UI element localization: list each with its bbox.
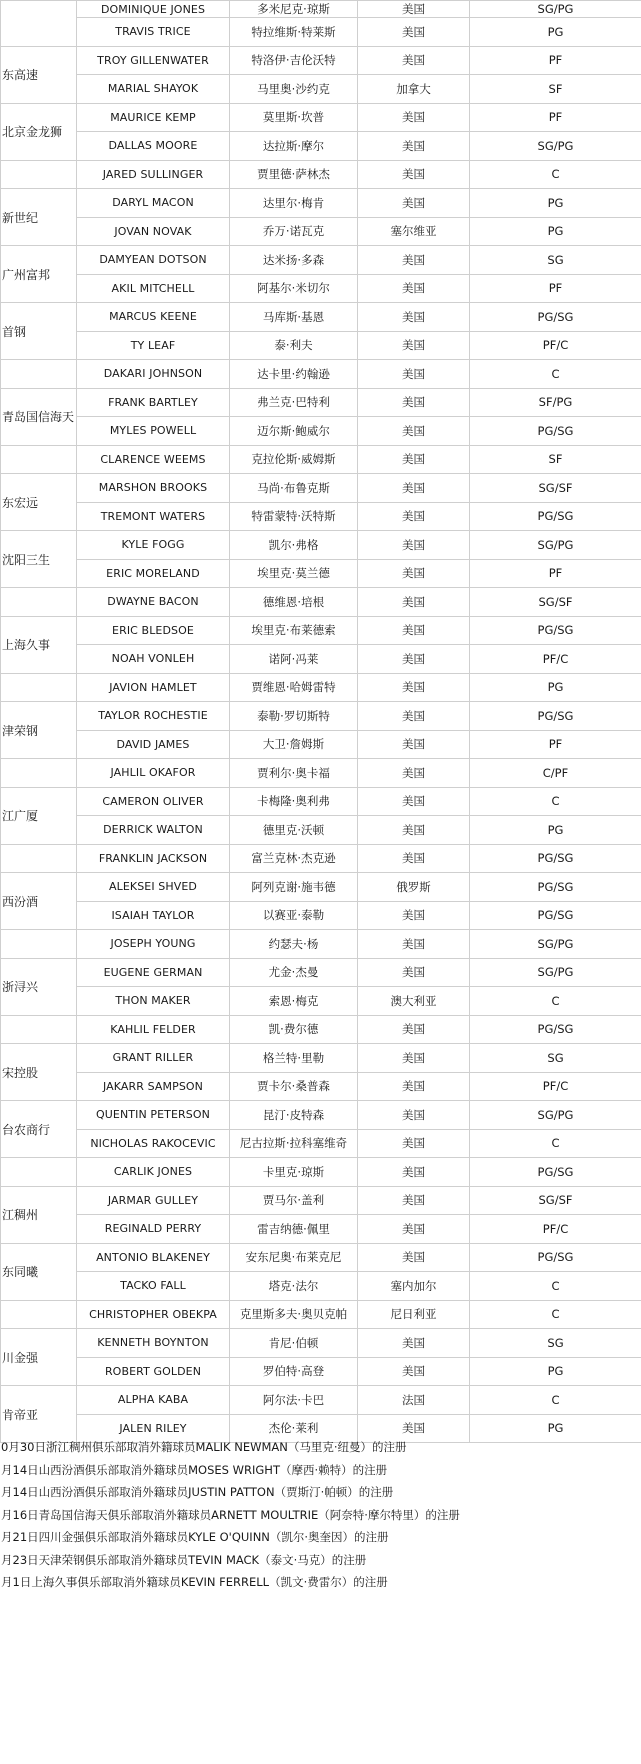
player-english-name-cell: QUENTIN PETERSON (77, 1101, 230, 1130)
player-english-name-cell: JAKARR SAMPSON (77, 1072, 230, 1101)
player-chinese-name-cell: 埃里克·莫兰德 (230, 559, 358, 588)
player-nationality-cell: 美国 (358, 474, 470, 503)
player-position-cell: PG/SG (470, 702, 641, 731)
player-english-name-cell: TRAVIS TRICE (77, 18, 230, 47)
player-english-name-cell: JALEN RILEY (77, 1414, 230, 1443)
player-chinese-name-cell: 贾里德·萨林杰 (230, 160, 358, 189)
player-english-name-cell: JARMAR GULLEY (77, 1186, 230, 1215)
table-row (1, 1, 641, 18)
team-name-cell: 肯帝亚 (1, 1386, 77, 1443)
player-english-name-cell: REGINALD PERRY (77, 1215, 230, 1244)
player-english-name-cell: EUGENE GERMAN (77, 958, 230, 987)
player-position-cell: PG/SG (470, 1015, 641, 1044)
table-row (1, 901, 641, 930)
table-row (1, 1158, 641, 1187)
player-english-name-cell: DALLAS MOORE (77, 132, 230, 161)
player-nationality-cell: 美国 (358, 388, 470, 417)
table-row (1, 873, 641, 902)
player-nationality-cell: 美国 (358, 1329, 470, 1358)
player-position-cell: PG/SG (470, 1243, 641, 1272)
player-chinese-name-cell: 诺阿·冯莱 (230, 645, 358, 674)
player-english-name-cell: ISAIAH TAYLOR (77, 901, 230, 930)
player-chinese-name-cell: 索恩·梅克 (230, 987, 358, 1016)
player-chinese-name-cell: 特洛伊·吉伦沃特 (230, 46, 358, 75)
player-nationality-cell: 美国 (358, 246, 470, 275)
player-nationality-cell: 美国 (358, 1, 470, 18)
team-name-cell: 新世纪 (1, 189, 77, 246)
player-chinese-name-cell: 达里尔·梅肯 (230, 189, 358, 218)
team-name-cell: 东同曦 (1, 1243, 77, 1300)
player-nationality-cell: 尼日利亚 (358, 1300, 470, 1329)
table-row (1, 1101, 641, 1130)
player-english-name-cell: DOMINIQUE JONES (77, 1, 230, 18)
table-row (1, 189, 641, 218)
player-english-name-cell: AKIL MITCHELL (77, 274, 230, 303)
player-position-cell: PF (470, 274, 641, 303)
player-english-name-cell: TACKO FALL (77, 1272, 230, 1301)
team-name-cell (1, 588, 77, 617)
team-name-cell: 东宏远 (1, 474, 77, 531)
player-english-name-cell: CAMERON OLIVER (77, 787, 230, 816)
player-nationality-cell: 美国 (358, 844, 470, 873)
table-row (1, 1186, 641, 1215)
player-english-name-cell: ALPHA KABA (77, 1386, 230, 1415)
deregistration-note: 月21日四川金强俱乐部取消外籍球员KYLE O'QUINN（凯尔·奥奎因）的注册 (1, 1530, 389, 1544)
player-english-name-cell: DAVID JAMES (77, 730, 230, 759)
player-chinese-name-cell: 富兰克林·杰克逊 (230, 844, 358, 873)
team-name-cell: 首钢 (1, 303, 77, 360)
team-name-cell: 上海久事 (1, 616, 77, 673)
team-name-cell: 沈阳三生 (1, 531, 77, 588)
player-position-cell: C (470, 787, 641, 816)
table-row (1, 388, 641, 417)
player-english-name-cell: KAHLIL FELDER (77, 1015, 230, 1044)
table-row (1, 360, 641, 389)
player-english-name-cell: TREMONT WATERS (77, 502, 230, 531)
player-nationality-cell: 美国 (358, 502, 470, 531)
player-chinese-name-cell: 贾利尔·奥卡福 (230, 759, 358, 788)
player-nationality-cell: 美国 (358, 1414, 470, 1443)
table-row (1, 645, 641, 674)
team-name-cell: 青岛国信海天 (1, 388, 77, 445)
player-position-cell: SG/PG (470, 132, 641, 161)
player-english-name-cell: ERIC MORELAND (77, 559, 230, 588)
player-chinese-name-cell: 罗伯特·高登 (230, 1357, 358, 1386)
team-name-cell (1, 160, 77, 189)
player-position-cell: PF (470, 46, 641, 75)
player-position-cell: PG (470, 18, 641, 47)
player-chinese-name-cell: 阿尔法·卡巴 (230, 1386, 358, 1415)
player-nationality-cell: 美国 (358, 645, 470, 674)
deregistration-note: 月23日天津荣钢俱乐部取消外籍球员TEVIN MACK（泰文·马克）的注册 (1, 1552, 367, 1567)
player-chinese-name-cell: 贾卡尔·桑普森 (230, 1072, 358, 1101)
player-nationality-cell: 加拿大 (358, 75, 470, 104)
team-name-cell (1, 930, 77, 959)
player-chinese-name-cell: 达米扬·多森 (230, 246, 358, 275)
player-chinese-name-cell: 特拉维斯·特莱斯 (230, 18, 358, 47)
table-row (1, 1044, 641, 1073)
player-nationality-cell: 美国 (358, 18, 470, 47)
player-nationality-cell: 美国 (358, 1072, 470, 1101)
player-position-cell: PG/SG (470, 873, 641, 902)
player-english-name-cell: NOAH VONLEH (77, 645, 230, 674)
player-chinese-name-cell: 雷吉纳德·佩里 (230, 1215, 358, 1244)
player-nationality-cell: 美国 (358, 1357, 470, 1386)
player-nationality-cell: 美国 (358, 787, 470, 816)
player-position-cell: PG (470, 816, 641, 845)
player-position-cell: PF (470, 730, 641, 759)
team-name-cell: 台农商行 (1, 1101, 77, 1158)
player-nationality-cell: 美国 (358, 1158, 470, 1187)
player-nationality-cell: 美国 (358, 730, 470, 759)
player-chinese-name-cell: 迈尔斯·鲍威尔 (230, 417, 358, 446)
player-nationality-cell: 美国 (358, 1015, 470, 1044)
player-nationality-cell: 美国 (358, 1243, 470, 1272)
player-nationality-cell: 塞内加尔 (358, 1272, 470, 1301)
player-english-name-cell: ERIC BLEDSOE (77, 616, 230, 645)
player-chinese-name-cell: 德维恩·培根 (230, 588, 358, 617)
player-chinese-name-cell: 贾马尔·盖利 (230, 1186, 358, 1215)
table-row (1, 75, 641, 104)
team-name-cell (1, 759, 77, 788)
player-english-name-cell: TROY GILLENWATER (77, 46, 230, 75)
team-name-cell: 江广厦 (1, 787, 77, 844)
team-name-cell: 宋控股 (1, 1044, 77, 1101)
player-position-cell: C/PF (470, 759, 641, 788)
player-nationality-cell: 美国 (358, 1215, 470, 1244)
player-position-cell: PF (470, 559, 641, 588)
player-position-cell: PG/SG (470, 616, 641, 645)
player-english-name-cell: DARYL MACON (77, 189, 230, 218)
player-nationality-cell: 美国 (358, 303, 470, 332)
player-chinese-name-cell: 多米尼克·琼斯 (230, 1, 358, 18)
player-english-name-cell: JOSEPH YOUNG (77, 930, 230, 959)
table-row (1, 987, 641, 1016)
player-chinese-name-cell: 格兰特·里勒 (230, 1044, 358, 1073)
player-position-cell: SF/PG (470, 388, 641, 417)
player-position-cell: PG (470, 1357, 641, 1386)
player-chinese-name-cell: 大卫·詹姆斯 (230, 730, 358, 759)
player-english-name-cell: TY LEAF (77, 331, 230, 360)
team-name-cell (1, 673, 77, 702)
player-english-name-cell: ANTONIO BLAKENEY (77, 1243, 230, 1272)
team-name-cell: 广州富邦 (1, 246, 77, 303)
player-chinese-name-cell: 昆汀·皮特森 (230, 1101, 358, 1130)
player-position-cell: C (470, 1129, 641, 1158)
player-chinese-name-cell: 杰伦·莱利 (230, 1414, 358, 1443)
player-nationality-cell: 俄罗斯 (358, 873, 470, 902)
player-nationality-cell: 美国 (358, 930, 470, 959)
table-row (1, 1215, 641, 1244)
player-chinese-name-cell: 马里奥·沙约克 (230, 75, 358, 104)
table-row (1, 1329, 641, 1358)
player-position-cell: PG/SG (470, 844, 641, 873)
player-chinese-name-cell: 达卡里·约翰逊 (230, 360, 358, 389)
player-english-name-cell: DAKARI JOHNSON (77, 360, 230, 389)
player-chinese-name-cell: 阿基尔·米切尔 (230, 274, 358, 303)
team-name-cell: 西汾酒 (1, 873, 77, 930)
player-position-cell: SG/PG (470, 930, 641, 959)
player-position-cell: PG/SG (470, 901, 641, 930)
table-row (1, 160, 641, 189)
player-chinese-name-cell: 肯尼·伯顿 (230, 1329, 358, 1358)
player-nationality-cell: 法国 (358, 1386, 470, 1415)
player-position-cell: PF/C (470, 1072, 641, 1101)
player-chinese-name-cell: 马库斯·基恩 (230, 303, 358, 332)
player-position-cell: SF (470, 75, 641, 104)
player-position-cell: SG/SF (470, 588, 641, 617)
player-nationality-cell: 美国 (358, 616, 470, 645)
player-english-name-cell: TAYLOR ROCHESTIE (77, 702, 230, 731)
player-english-name-cell: DERRICK WALTON (77, 816, 230, 845)
player-chinese-name-cell: 尤金·杰曼 (230, 958, 358, 987)
player-position-cell: PF/C (470, 1215, 641, 1244)
player-nationality-cell: 澳大利亚 (358, 987, 470, 1016)
player-english-name-cell: MAURICE KEMP (77, 103, 230, 132)
player-position-cell: PG (470, 1414, 641, 1443)
player-position-cell: SF (470, 445, 641, 474)
player-english-name-cell: FRANK BARTLEY (77, 388, 230, 417)
player-nationality-cell: 美国 (358, 1186, 470, 1215)
player-position-cell: PF/C (470, 645, 641, 674)
team-name-cell (1, 1158, 77, 1187)
table-row (1, 759, 641, 788)
player-english-name-cell: JAHLIL OKAFOR (77, 759, 230, 788)
player-position-cell: PG/SG (470, 502, 641, 531)
table-row (1, 616, 641, 645)
team-name-cell (1, 844, 77, 873)
table-row (1, 559, 641, 588)
player-nationality-cell: 美国 (358, 1044, 470, 1073)
player-position-cell: C (470, 360, 641, 389)
player-chinese-name-cell: 以赛亚·泰勒 (230, 901, 358, 930)
player-chinese-name-cell: 凯·费尔德 (230, 1015, 358, 1044)
player-position-cell: SG (470, 1044, 641, 1073)
player-nationality-cell: 美国 (358, 702, 470, 731)
table-row (1, 958, 641, 987)
player-nationality-cell: 美国 (358, 1129, 470, 1158)
player-nationality-cell: 美国 (358, 559, 470, 588)
deregistration-notes (0, 1436, 641, 1594)
player-position-cell: PF (470, 103, 641, 132)
team-name-cell (1, 1015, 77, 1044)
player-chinese-name-cell: 泰·利夫 (230, 331, 358, 360)
player-chinese-name-cell: 克拉伦斯·威姆斯 (230, 445, 358, 474)
player-chinese-name-cell: 德里克·沃顿 (230, 816, 358, 845)
table-row (1, 474, 641, 503)
table-row (1, 730, 641, 759)
player-nationality-cell: 美国 (358, 588, 470, 617)
table-row (1, 787, 641, 816)
player-english-name-cell: MYLES POWELL (77, 417, 230, 446)
deregistration-note: 月16日青岛国信海天俱乐部取消外籍球员ARNETT MOULTRIE（阿奈特·摩尔特里）的注册 (1, 1507, 460, 1522)
player-position-cell: SG (470, 1329, 641, 1358)
player-english-name-cell: MARCUS KEENE (77, 303, 230, 332)
player-position-cell: PG/SG (470, 1158, 641, 1187)
player-nationality-cell: 美国 (358, 445, 470, 474)
team-name-cell: 浙浔兴 (1, 958, 77, 1015)
deregistration-note: 月14日山西汾酒俱乐部取消外籍球员JUSTIN PATTON（贾斯汀·帕顿）的注册 (1, 1485, 394, 1499)
table-row (1, 844, 641, 873)
player-position-cell: C (470, 1272, 641, 1301)
player-english-name-cell: DWAYNE BACON (77, 588, 230, 617)
team-name-cell: 川金强 (1, 1329, 77, 1386)
player-chinese-name-cell: 特雷蒙特·沃特斯 (230, 502, 358, 531)
player-nationality-cell: 美国 (358, 673, 470, 702)
table-row (1, 1243, 641, 1272)
player-position-cell: PG/SG (470, 417, 641, 446)
player-nationality-cell: 美国 (358, 160, 470, 189)
player-nationality-cell: 美国 (358, 816, 470, 845)
team-name-cell: 江稠州 (1, 1186, 77, 1243)
table-row (1, 531, 641, 560)
player-english-name-cell: CLARENCE WEEMS (77, 445, 230, 474)
table-row (1, 132, 641, 161)
table-row (1, 303, 641, 332)
team-name-cell (1, 445, 77, 474)
player-position-cell: SG/SF (470, 474, 641, 503)
player-position-cell: C (470, 987, 641, 1016)
player-position-cell: SG (470, 246, 641, 275)
table-row (1, 502, 641, 531)
player-english-name-cell: KYLE FOGG (77, 531, 230, 560)
team-name-cell (1, 1, 77, 47)
player-nationality-cell: 美国 (358, 331, 470, 360)
player-position-cell: PG/SG (470, 303, 641, 332)
team-name-cell: 北京金龙狮 (1, 103, 77, 160)
player-english-name-cell: GRANT RILLER (77, 1044, 230, 1073)
table-row (1, 588, 641, 617)
player-chinese-name-cell: 约瑟夫·杨 (230, 930, 358, 959)
table-row (1, 274, 641, 303)
table-row (1, 1072, 641, 1101)
player-chinese-name-cell: 贾维恩·哈姆雷特 (230, 673, 358, 702)
player-english-name-cell: KENNETH BOYNTON (77, 1329, 230, 1358)
player-english-name-cell: JOVAN NOVAK (77, 217, 230, 246)
player-position-cell: C (470, 160, 641, 189)
player-chinese-name-cell: 莫里斯·坎普 (230, 103, 358, 132)
player-position-cell: PF/C (470, 331, 641, 360)
player-english-name-cell: CARLIK JONES (77, 1158, 230, 1187)
table-row (1, 1272, 641, 1301)
table-row (1, 1129, 641, 1158)
player-english-name-cell: FRANKLIN JACKSON (77, 844, 230, 873)
player-nationality-cell: 美国 (358, 103, 470, 132)
player-position-cell: SG/PG (470, 958, 641, 987)
table-row (1, 18, 641, 47)
player-chinese-name-cell: 马尚·布鲁克斯 (230, 474, 358, 503)
player-chinese-name-cell: 泰勒·罗切斯特 (230, 702, 358, 731)
table-row (1, 46, 641, 75)
player-chinese-name-cell: 安东尼奥·布莱克尼 (230, 1243, 358, 1272)
table-row (1, 1357, 641, 1386)
player-nationality-cell: 美国 (358, 417, 470, 446)
table-row (1, 702, 641, 731)
player-nationality-cell: 塞尔维亚 (358, 217, 470, 246)
table-row (1, 417, 641, 446)
player-english-name-cell: DAMYEAN DOTSON (77, 246, 230, 275)
table-row (1, 1300, 641, 1329)
player-english-name-cell: NICHOLAS RAKOCEVIC (77, 1129, 230, 1158)
player-position-cell: SG/SF (470, 1186, 641, 1215)
player-chinese-name-cell: 乔万·诺瓦克 (230, 217, 358, 246)
player-nationality-cell: 美国 (358, 759, 470, 788)
player-position-cell: PG (470, 189, 641, 218)
player-nationality-cell: 美国 (358, 360, 470, 389)
player-english-name-cell: ALEKSEI SHVED (77, 873, 230, 902)
player-english-name-cell: CHRISTOPHER OBEKPA (77, 1300, 230, 1329)
player-position-cell: SG/PG (470, 1, 641, 18)
table-row (1, 930, 641, 959)
player-nationality-cell: 美国 (358, 132, 470, 161)
deregistration-note: 0月30日浙江稠州俱乐部取消外籍球员MALIK NEWMAN（马里克·纽曼）的注册 (1, 1440, 407, 1454)
roster-body (1, 1, 641, 1443)
player-chinese-name-cell: 阿列克谢·施韦德 (230, 873, 358, 902)
table-row (1, 331, 641, 360)
player-position-cell: PG (470, 673, 641, 702)
player-english-name-cell: JARED SULLINGER (77, 160, 230, 189)
player-nationality-cell: 美国 (358, 1101, 470, 1130)
team-name-cell (1, 360, 77, 389)
table-row (1, 1386, 641, 1415)
team-name-cell (1, 1300, 77, 1329)
table-row (1, 1015, 641, 1044)
table-row (1, 816, 641, 845)
table-row (1, 673, 641, 702)
player-position-cell: C (470, 1386, 641, 1415)
player-english-name-cell: MARIAL SHAYOK (77, 75, 230, 104)
player-english-name-cell: ROBERT GOLDEN (77, 1357, 230, 1386)
team-name-cell: 津荣钢 (1, 702, 77, 759)
player-chinese-name-cell: 克里斯多夫·奥贝克帕 (230, 1300, 358, 1329)
player-english-name-cell: THON MAKER (77, 987, 230, 1016)
player-nationality-cell: 美国 (358, 274, 470, 303)
player-chinese-name-cell: 达拉斯·摩尔 (230, 132, 358, 161)
table-row (1, 217, 641, 246)
table-row (1, 445, 641, 474)
player-position-cell: C (470, 1300, 641, 1329)
deregistration-note: 月14日山西汾酒俱乐部取消外籍球员MOSES WRIGHT（摩西·赖特）的注册 (1, 1462, 388, 1477)
player-position-cell: SG/PG (470, 1101, 641, 1130)
player-position-cell: SG/PG (470, 531, 641, 560)
table-row (1, 103, 641, 132)
player-nationality-cell: 美国 (358, 958, 470, 987)
player-english-name-cell: MARSHON BROOKS (77, 474, 230, 503)
player-position-cell: PG (470, 217, 641, 246)
player-nationality-cell: 美国 (358, 531, 470, 560)
player-nationality-cell: 美国 (358, 901, 470, 930)
player-english-name-cell: JAVION HAMLET (77, 673, 230, 702)
deregistration-note: 月1日上海久事俱乐部取消外籍球员KEVIN FERRELL（凯文·费雷尔）的注册 (1, 1575, 388, 1589)
player-chinese-name-cell: 尼古拉斯·拉科塞维奇 (230, 1129, 358, 1158)
player-chinese-name-cell: 埃里克·布莱德索 (230, 616, 358, 645)
player-chinese-name-cell: 卡里克·琼斯 (230, 1158, 358, 1187)
player-chinese-name-cell: 弗兰克·巴特利 (230, 388, 358, 417)
team-name-cell: 东高速 (1, 46, 77, 103)
player-nationality-cell: 美国 (358, 189, 470, 218)
player-chinese-name-cell: 卡梅隆·奥利弗 (230, 787, 358, 816)
player-chinese-name-cell: 凯尔·弗格 (230, 531, 358, 560)
player-nationality-cell: 美国 (358, 46, 470, 75)
table-row (1, 246, 641, 275)
player-chinese-name-cell: 塔克·法尔 (230, 1272, 358, 1301)
